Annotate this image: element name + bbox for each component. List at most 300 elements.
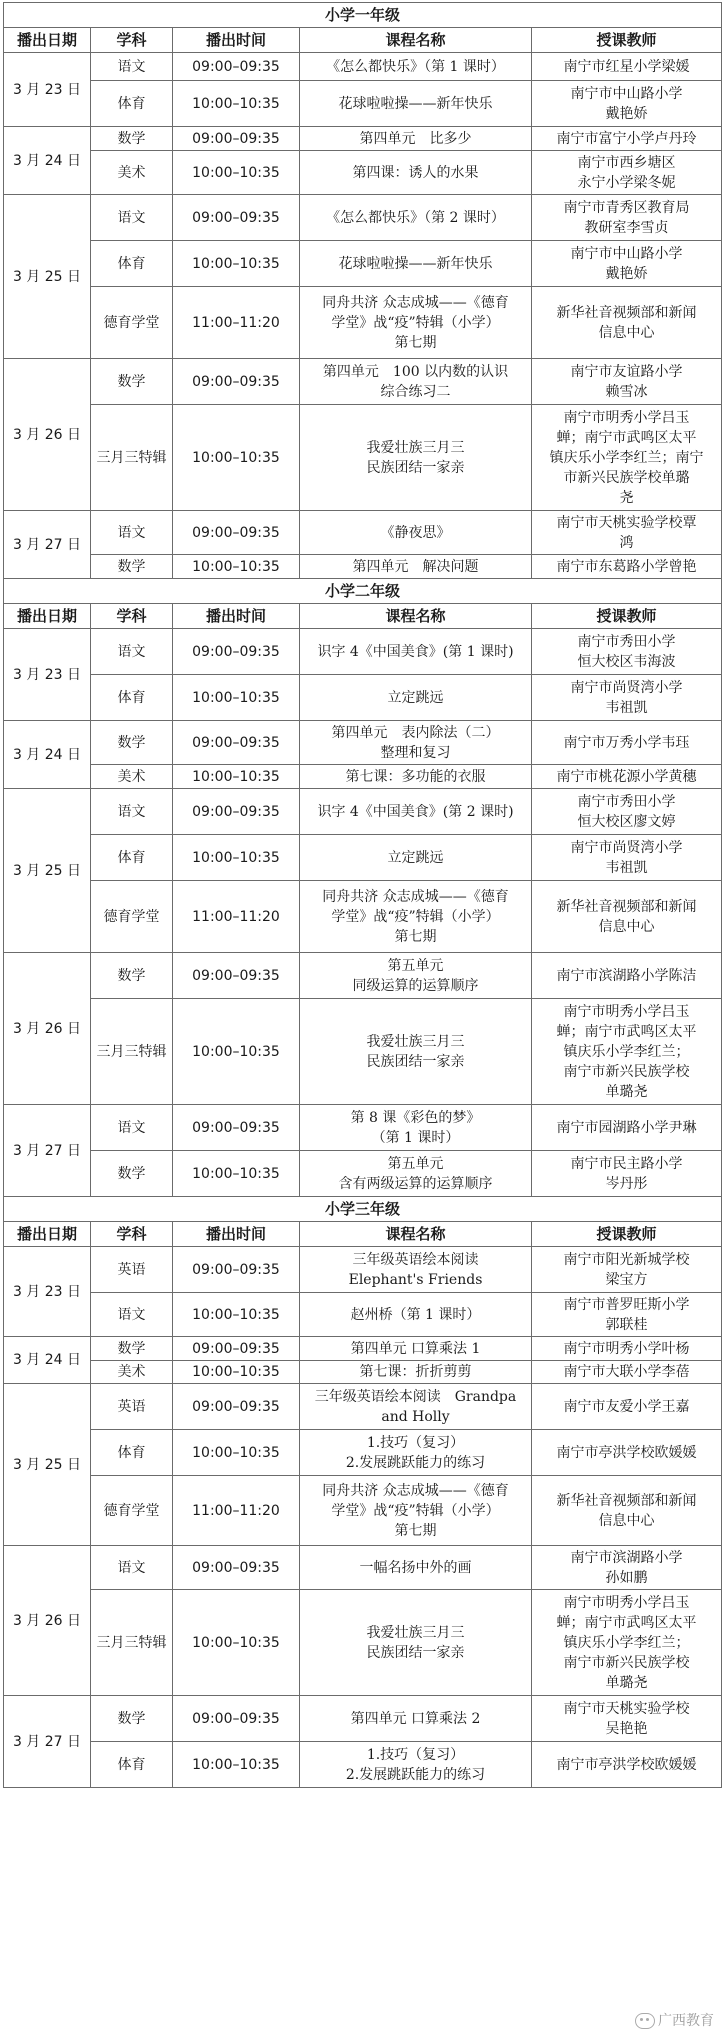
subject-cell: 体育 xyxy=(91,1742,173,1788)
teacher-line: 戴艳娇 xyxy=(605,265,648,282)
course-title xyxy=(300,1151,532,1197)
subject-cell: 数学 xyxy=(91,721,173,765)
course-title xyxy=(300,1361,532,1384)
course-title-line: 第七期 xyxy=(394,928,437,945)
course-title-line: Elephant's Friends xyxy=(348,1271,483,1288)
course-title-line: 民族团结一家亲 xyxy=(366,1644,465,1661)
teacher-line: 恒大校区韦海波 xyxy=(577,653,676,670)
table-row xyxy=(4,789,722,835)
teacher-line: 南宁市普罗旺斯小学 xyxy=(563,1296,690,1313)
teacher-line: 吴艳艳 xyxy=(605,1720,648,1737)
broadcast-time: 09:00–09:35 xyxy=(173,127,300,151)
course-title-line: 第五单元 xyxy=(387,1155,444,1172)
course-title-line: 民族团结一家亲 xyxy=(366,1053,465,1070)
course-title xyxy=(300,1696,532,1742)
teacher-line: 南宁市秀田小学 xyxy=(577,633,676,650)
broadcast-date: 3 月 26 日 xyxy=(4,359,91,511)
course-title-line: 识字 4《中国美食》(第 1 课时) xyxy=(317,643,514,660)
teacher-cell xyxy=(532,1384,722,1430)
course-title-line: 同舟共济 众志成城——《德育 xyxy=(322,294,509,311)
subject-cell: 体育 xyxy=(91,1430,173,1476)
table-row xyxy=(4,1293,722,1337)
course-title-line: （第 1 课时） xyxy=(371,1129,460,1146)
teacher-cell xyxy=(532,835,722,881)
course-title-line: 三年级英语绘本阅读 xyxy=(352,1251,479,1268)
course-title-line: 第四单元 口算乘法 1 xyxy=(350,1340,481,1357)
teacher-line: 韦祖凯 xyxy=(605,699,648,716)
teacher-line: 南宁市新兴民族学校 xyxy=(563,1063,690,1080)
table-row xyxy=(4,1546,722,1590)
subject-cell: 数学 xyxy=(91,1151,173,1197)
column-header: 播出时间 xyxy=(173,28,300,53)
course-title-line: 我爱壮族三月三 xyxy=(366,439,465,456)
teacher-line: 南宁市西乡塘区 xyxy=(577,154,676,171)
table-row xyxy=(4,1430,722,1476)
broadcast-time: 09:00–09:35 xyxy=(173,953,300,999)
table-row xyxy=(4,953,722,999)
course-title-line: 2.发展跳跃能力的练习 xyxy=(345,1454,486,1471)
teacher-cell xyxy=(532,555,722,579)
subject-cell: 数学 xyxy=(91,127,173,151)
teacher-cell xyxy=(532,629,722,675)
table-row xyxy=(4,405,722,511)
column-header: 播出日期 xyxy=(4,604,91,629)
teacher-cell xyxy=(532,53,722,81)
course-title xyxy=(300,53,532,81)
broadcast-time: 10:00–10:35 xyxy=(173,1361,300,1384)
teacher-line: 南宁市亭洪学校欧媛媛 xyxy=(556,1756,697,1773)
course-title xyxy=(300,1337,532,1361)
teacher-line: 市新兴民族学校单璐 xyxy=(563,469,690,486)
course-title xyxy=(300,1430,532,1476)
table-row xyxy=(4,1742,722,1788)
broadcast-date: 3 月 24 日 xyxy=(4,1337,91,1384)
section-title: 小学一年级 xyxy=(4,3,722,28)
teacher-line: 南宁市天桃实验学校 xyxy=(563,1700,690,1717)
course-title xyxy=(300,1293,532,1337)
course-title-line: 第 8 课《彩色的梦》 xyxy=(350,1109,481,1126)
teacher-cell xyxy=(532,1247,722,1293)
subject-cell: 数学 xyxy=(91,1337,173,1361)
course-title xyxy=(300,195,532,241)
broadcast-date: 3 月 27 日 xyxy=(4,1696,91,1788)
teacher-line: 永宁小学梁冬妮 xyxy=(577,174,676,191)
course-title xyxy=(300,405,532,511)
teacher-cell xyxy=(532,287,722,359)
subject-cell: 数学 xyxy=(91,953,173,999)
subject-cell: 德育学堂 xyxy=(91,287,173,359)
teacher-line: 新华社音视频部和新闻 xyxy=(556,898,697,915)
teacher-line: 孙如鹏 xyxy=(605,1569,648,1586)
subject-cell: 英语 xyxy=(91,1384,173,1430)
teacher-line: 梁宝方 xyxy=(605,1271,648,1288)
subject-cell: 体育 xyxy=(91,81,173,127)
table-row xyxy=(4,81,722,127)
broadcast-time: 09:00–09:35 xyxy=(173,789,300,835)
course-title xyxy=(300,555,532,579)
table-row xyxy=(4,1337,722,1361)
table-row xyxy=(4,195,722,241)
course-title xyxy=(300,511,532,555)
header-row xyxy=(4,28,722,53)
teacher-line: 新华社音视频部和新闻 xyxy=(556,1492,697,1509)
course-title-line: 花球啦啦操——新年快乐 xyxy=(338,255,493,272)
teacher-cell xyxy=(532,765,722,789)
broadcast-time: 09:00–09:35 xyxy=(173,629,300,675)
subject-cell: 体育 xyxy=(91,675,173,721)
broadcast-time: 10:00–10:35 xyxy=(173,151,300,195)
broadcast-time: 10:00–10:35 xyxy=(173,999,300,1105)
broadcast-time: 10:00–10:35 xyxy=(173,405,300,511)
teacher-cell xyxy=(532,789,722,835)
teacher-line: 南宁市友谊路小学 xyxy=(570,363,683,380)
course-title-line: 《怎么都快乐》（第 2 课时） xyxy=(326,209,505,226)
course-title xyxy=(300,81,532,127)
teacher-cell xyxy=(532,81,722,127)
subject-cell: 三月三特辑 xyxy=(91,999,173,1105)
subject-cell: 美术 xyxy=(91,1361,173,1384)
teacher-line: 南宁市青秀区教育局 xyxy=(563,199,690,216)
teacher-line: 蝉；南宁市武鸣区太平 xyxy=(556,429,697,446)
teacher-line: 教研室李雪贞 xyxy=(584,219,669,236)
column-header: 课程名称 xyxy=(300,604,532,629)
subject-cell: 三月三特辑 xyxy=(91,1590,173,1696)
teacher-line: 新华社音视频部和新闻 xyxy=(556,304,697,321)
subject-cell: 美术 xyxy=(91,765,173,789)
broadcast-time: 09:00–09:35 xyxy=(173,1384,300,1430)
subject-cell: 语文 xyxy=(91,1105,173,1151)
schedule-sheet xyxy=(3,2,721,1788)
teacher-line: 南宁市民主路小学 xyxy=(570,1155,683,1172)
teacher-line: 南宁市富宁小学卢丹玲 xyxy=(556,130,697,147)
broadcast-date: 3 月 23 日 xyxy=(4,53,91,127)
broadcast-time: 09:00–09:35 xyxy=(173,1105,300,1151)
broadcast-time: 10:00–10:35 xyxy=(173,241,300,287)
subject-cell: 英语 xyxy=(91,1247,173,1293)
broadcast-time: 10:00–10:35 xyxy=(173,1430,300,1476)
column-header: 播出日期 xyxy=(4,1222,91,1247)
teacher-cell xyxy=(532,151,722,195)
table-row xyxy=(4,999,722,1105)
subject-cell: 语文 xyxy=(91,53,173,81)
table-row xyxy=(4,1384,722,1430)
table-row xyxy=(4,675,722,721)
course-title xyxy=(300,1590,532,1696)
watermark-text: 广西教育 xyxy=(658,2013,714,2029)
column-header: 播出时间 xyxy=(173,1222,300,1247)
teacher-line: 南宁市尚贤湾小学 xyxy=(570,679,683,696)
teacher-line: 南宁市友爱小学王嘉 xyxy=(563,1398,690,1415)
teacher-cell xyxy=(532,675,722,721)
table-row xyxy=(4,241,722,287)
course-title-line: 第七课：折折剪剪 xyxy=(359,1364,472,1380)
table-row xyxy=(4,1590,722,1696)
teacher-cell xyxy=(532,405,722,511)
table-row xyxy=(4,359,722,405)
teacher-line: 恒大校区廖文婷 xyxy=(577,813,676,830)
teacher-cell xyxy=(532,1430,722,1476)
table-row xyxy=(4,287,722,359)
course-title-line: 第四单元 解决问题 xyxy=(352,558,479,575)
broadcast-date: 3 月 23 日 xyxy=(4,629,91,721)
course-title-line: 识字 4《中国美食》(第 2 课时) xyxy=(317,803,514,820)
course-title-line: 第四单元 口算乘法 2 xyxy=(350,1710,481,1727)
teacher-line: 南宁市亭洪学校欧媛媛 xyxy=(556,1444,697,1461)
course-title xyxy=(300,1742,532,1788)
course-title-line: 第四单元 比多少 xyxy=(359,130,472,147)
subject-cell: 体育 xyxy=(91,241,173,287)
course-title-line: 三年级英语绘本阅读 Grandpa xyxy=(314,1388,517,1405)
course-title-line: 整理和复习 xyxy=(380,744,451,761)
course-title-line: 同舟共济 众志成城——《德育 xyxy=(322,1482,509,1499)
table-row xyxy=(4,511,722,555)
teacher-cell xyxy=(532,511,722,555)
course-title-line: 学堂》战“疫”特辑（小学） xyxy=(331,1502,500,1519)
teacher-line: 南宁市万秀小学韦珏 xyxy=(563,734,690,751)
column-header: 授课教师 xyxy=(532,28,722,53)
teacher-line: 赖雪冰 xyxy=(605,383,648,400)
table-row xyxy=(4,127,722,151)
teacher-line: 南宁市秀田小学 xyxy=(577,793,676,810)
header-row xyxy=(4,1222,722,1247)
course-title-line: 第四单元 表内除法（二） xyxy=(331,724,500,741)
teacher-cell xyxy=(532,999,722,1105)
broadcast-time: 09:00–09:35 xyxy=(173,721,300,765)
teacher-cell xyxy=(532,195,722,241)
teacher-cell xyxy=(532,1696,722,1742)
course-title xyxy=(300,1476,532,1546)
teacher-line: 南宁市滨湖路小学陈洁 xyxy=(556,967,697,984)
teacher-line: 南宁市滨湖路小学 xyxy=(570,1549,683,1566)
broadcast-time: 09:00–09:35 xyxy=(173,1696,300,1742)
table-row xyxy=(4,1105,722,1151)
subject-cell: 德育学堂 xyxy=(91,1476,173,1546)
course-title xyxy=(300,675,532,721)
teacher-line: 单璐尧 xyxy=(605,1674,648,1691)
broadcast-date: 3 月 23 日 xyxy=(4,1247,91,1337)
table-row xyxy=(4,629,722,675)
table-row xyxy=(4,1247,722,1293)
section-title: 小学三年级 xyxy=(4,1197,722,1222)
table-row xyxy=(4,835,722,881)
subject-cell: 美术 xyxy=(91,151,173,195)
course-title xyxy=(300,241,532,287)
course-title xyxy=(300,1546,532,1590)
course-title-line: 花球啦啦操——新年快乐 xyxy=(338,95,493,112)
teacher-cell xyxy=(532,127,722,151)
teacher-line: 南宁市明秀小学吕玉 xyxy=(563,1003,690,1020)
teacher-line: 镇庆乐小学李红兰；南宁 xyxy=(549,449,704,466)
broadcast-date: 3 月 25 日 xyxy=(4,195,91,359)
course-title-line: 第七期 xyxy=(394,1522,437,1539)
broadcast-time: 10:00–10:35 xyxy=(173,81,300,127)
broadcast-time: 10:00–10:35 xyxy=(173,1742,300,1788)
broadcast-time: 11:00–11:20 xyxy=(173,881,300,953)
subject-cell: 数学 xyxy=(91,555,173,579)
teacher-line: 南宁市大联小学李蓓 xyxy=(563,1364,690,1380)
table-row xyxy=(4,881,722,953)
broadcast-time: 09:00–09:35 xyxy=(173,53,300,81)
section-title-row xyxy=(4,579,722,604)
broadcast-time: 10:00–10:35 xyxy=(173,765,300,789)
course-title-line: 1.技巧（复习） xyxy=(366,1434,465,1451)
subject-cell: 语文 xyxy=(91,511,173,555)
column-header: 播出日期 xyxy=(4,28,91,53)
watermark xyxy=(635,2010,714,2030)
course-title-line: 第七期 xyxy=(394,334,437,351)
course-title-line: 第四课：诱人的水果 xyxy=(352,164,479,181)
course-title xyxy=(300,835,532,881)
course-title-line: 《怎么都快乐》（第 1 课时） xyxy=(326,58,505,75)
teacher-cell xyxy=(532,1590,722,1696)
column-header: 授课教师 xyxy=(532,604,722,629)
teacher-cell xyxy=(532,1361,722,1384)
course-title xyxy=(300,629,532,675)
broadcast-time: 09:00–09:35 xyxy=(173,511,300,555)
header-row xyxy=(4,604,722,629)
course-title-line: and Holly xyxy=(381,1408,450,1425)
teacher-line: 岑丹彤 xyxy=(605,1175,648,1192)
teacher-line: 南宁市中山路小学 xyxy=(570,85,683,102)
course-title xyxy=(300,151,532,195)
teacher-line: 信息中心 xyxy=(598,1512,655,1529)
teacher-line: 南宁市桃花源小学黄穗 xyxy=(556,768,697,785)
teacher-line: 南宁市红星小学梁媛 xyxy=(563,58,690,75)
column-header: 播出时间 xyxy=(173,604,300,629)
course-title-line: 我爱壮族三月三 xyxy=(366,1624,465,1641)
broadcast-time: 10:00–10:35 xyxy=(173,1590,300,1696)
broadcast-time: 10:00–10:35 xyxy=(173,1293,300,1337)
course-title-line: 综合练习二 xyxy=(380,383,451,400)
teacher-line: 镇庆乐小学李红兰； xyxy=(563,1043,690,1060)
table-row xyxy=(4,765,722,789)
course-title-line: 赵州桥（第 1 课时） xyxy=(350,1306,481,1323)
course-title xyxy=(300,765,532,789)
teacher-cell xyxy=(532,1105,722,1151)
course-title xyxy=(300,287,532,359)
broadcast-time: 10:00–10:35 xyxy=(173,1151,300,1197)
teacher-cell xyxy=(532,1546,722,1590)
course-title-line: 第七课：多功能的衣服 xyxy=(345,768,486,785)
broadcast-time: 09:00–09:35 xyxy=(173,1337,300,1361)
teacher-line: 南宁市尚贤湾小学 xyxy=(570,839,683,856)
teacher-line: 蝉；南宁市武鸣区太平 xyxy=(556,1023,697,1040)
column-header: 课程名称 xyxy=(300,28,532,53)
column-header: 授课教师 xyxy=(532,1222,722,1247)
teacher-line: 韦祖凯 xyxy=(605,859,648,876)
teacher-line: 南宁市明秀小学叶杨 xyxy=(563,1340,690,1357)
teacher-line: 戴艳娇 xyxy=(605,105,648,122)
course-title-line: 2.发展跳跃能力的练习 xyxy=(345,1766,486,1783)
table-row xyxy=(4,721,722,765)
table-row xyxy=(4,1151,722,1197)
course-title xyxy=(300,953,532,999)
broadcast-date: 3 月 25 日 xyxy=(4,789,91,953)
subject-cell: 体育 xyxy=(91,835,173,881)
broadcast-date: 3 月 24 日 xyxy=(4,721,91,789)
column-header: 学科 xyxy=(91,28,173,53)
column-header: 学科 xyxy=(91,604,173,629)
section-title: 小学二年级 xyxy=(4,579,722,604)
table-row xyxy=(4,1696,722,1742)
broadcast-date: 3 月 26 日 xyxy=(4,1546,91,1696)
broadcast-time: 09:00–09:35 xyxy=(173,1546,300,1590)
teacher-line: 蝉；南宁市武鸣区太平 xyxy=(556,1614,697,1631)
subject-cell: 语文 xyxy=(91,195,173,241)
broadcast-time: 11:00–11:20 xyxy=(173,1476,300,1546)
teacher-cell xyxy=(532,881,722,953)
teacher-cell xyxy=(532,721,722,765)
teacher-line: 信息中心 xyxy=(598,918,655,935)
broadcast-time: 10:00–10:35 xyxy=(173,835,300,881)
teacher-cell xyxy=(532,359,722,405)
teacher-line: 南宁市新兴民族学校 xyxy=(563,1654,690,1671)
subject-cell: 德育学堂 xyxy=(91,881,173,953)
teacher-line: 南宁市阳光新城学校 xyxy=(563,1251,690,1268)
course-title-line: 学堂》战“疫”特辑（小学） xyxy=(331,908,500,925)
broadcast-time: 09:00–09:35 xyxy=(173,359,300,405)
wechat-icon xyxy=(635,2013,655,2029)
course-title-line: 1.技巧（复习） xyxy=(366,1746,465,1763)
broadcast-time: 09:00–09:35 xyxy=(173,1247,300,1293)
course-title-line: 立定跳远 xyxy=(387,689,444,706)
broadcast-time: 10:00–10:35 xyxy=(173,675,300,721)
course-title xyxy=(300,1384,532,1430)
teacher-cell xyxy=(532,1742,722,1788)
table-row xyxy=(4,151,722,195)
schedule-table xyxy=(3,2,722,1788)
subject-cell: 语文 xyxy=(91,1293,173,1337)
broadcast-date: 3 月 27 日 xyxy=(4,1105,91,1197)
teacher-line: 南宁市明秀小学吕玉 xyxy=(563,1594,690,1611)
table-row xyxy=(4,555,722,579)
teacher-line: 单璐尧 xyxy=(605,1083,648,1100)
teacher-cell xyxy=(532,1151,722,1197)
subject-cell: 语文 xyxy=(91,1546,173,1590)
table-row xyxy=(4,1476,722,1546)
course-title-line: 我爱壮族三月三 xyxy=(366,1033,465,1050)
course-title-line: 一幅名扬中外的画 xyxy=(359,1559,472,1576)
section-title-row xyxy=(4,1197,722,1222)
course-title xyxy=(300,359,532,405)
course-title-line: 民族团结一家亲 xyxy=(366,459,465,476)
broadcast-time: 10:00–10:35 xyxy=(173,555,300,579)
broadcast-date: 3 月 25 日 xyxy=(4,1384,91,1546)
section-title-row xyxy=(4,3,722,28)
course-title-line: 同舟共济 众志成城——《德育 xyxy=(322,888,509,905)
course-title xyxy=(300,1247,532,1293)
course-title-line: 学堂》战“疫”特辑（小学） xyxy=(331,314,500,331)
table-row xyxy=(4,53,722,81)
course-title xyxy=(300,789,532,835)
broadcast-date: 3 月 26 日 xyxy=(4,953,91,1105)
teacher-line: 南宁市中山路小学 xyxy=(570,245,683,262)
teacher-line: 南宁市天桃实验学校覃 xyxy=(556,514,697,531)
course-title xyxy=(300,1105,532,1151)
teacher-cell xyxy=(532,953,722,999)
course-title-line: 第五单元 xyxy=(387,957,444,974)
subject-cell: 三月三特辑 xyxy=(91,405,173,511)
teacher-line: 鸿 xyxy=(619,534,634,551)
teacher-line: 南宁市明秀小学吕玉 xyxy=(563,409,690,426)
table-row xyxy=(4,1361,722,1384)
teacher-line: 镇庆乐小学李红兰； xyxy=(563,1634,690,1651)
teacher-line: 尧 xyxy=(619,489,634,506)
subject-cell: 语文 xyxy=(91,629,173,675)
course-title-line: 含有两级运算的运算顺序 xyxy=(338,1175,493,1192)
subject-cell: 数学 xyxy=(91,359,173,405)
course-title xyxy=(300,127,532,151)
